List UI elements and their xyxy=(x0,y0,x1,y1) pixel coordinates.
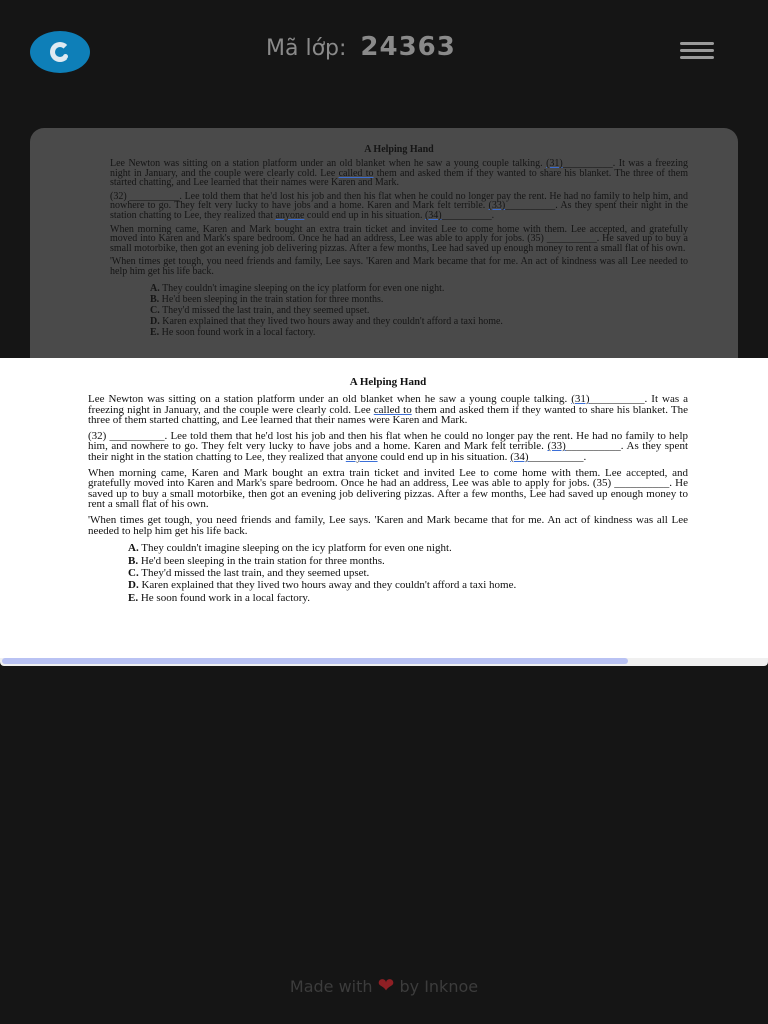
bg-option-4 xyxy=(150,316,688,327)
option-text: He'd been sleeping in the train station for three months. xyxy=(140,554,385,567)
main-option-4 xyxy=(128,579,688,591)
class-code-value: 24363 xyxy=(360,32,456,62)
blank-34[interactable]: (34) xyxy=(510,450,529,463)
option-text: They couldn't imagine sleeping on the icy platform for even one night. xyxy=(141,542,452,555)
bg-option-1 xyxy=(150,283,688,294)
horizontal-scrollbar[interactable] xyxy=(0,658,768,666)
paragraph-3: When morning came, Karen and Mark bought an extra train ticket and invited Lee to come home with them. Lee accepted, and gratefully moved into Karen and Mark's spare bedroom. Once he had an address, Lee was able to apply for jobs. (35) __________. He saved up to buy a small motorbike, then got an evening job delivering pizzas. After a few months, Lee had saved up enough money to rent a small flat of his own. xyxy=(88,466,688,511)
hamburger-menu-icon[interactable] xyxy=(680,42,714,60)
bg-paragraph-2: (32) __________. Lee told them that he'd lost his job and then his flat when he could no longer pay the rent. He had no family to help him, and nowhere to go. They felt very lucky to have jobs and a home. Karen and Mark felt terrible. (33)__________. As they spent their night in the station chatting to Lee, they realized that anyone could end up in his situation. (34)__________. xyxy=(110,190,689,221)
document-title: A Helping Hand xyxy=(349,376,427,388)
bg-option-2 xyxy=(150,294,688,305)
bg-paragraph-3: When morning came, Karen and Mark bought an extra train ticket and invited Lee to come home with them. Lee accepted, and gratefully moved into Karen and Mark's spare bedroom. Once he had an address, Lee was able to apply for jobs. (35) __________. He saved up to buy a small motorbike, then got an evening job delivering pizzas. After a few months, Lee had saved up enough money to rent a small flat of his own. xyxy=(110,223,688,254)
option-text: He soon found work in a local factory. xyxy=(140,591,310,604)
option-text: Karen explained that they lived two hours away and they couldn't afford a taxi home. xyxy=(162,316,503,328)
main-option-3 xyxy=(128,567,688,579)
option-text: They'd missed the last train, and they seemed upset. xyxy=(162,304,370,316)
option-letter: B. xyxy=(150,293,160,305)
option-letter: E. xyxy=(150,327,160,339)
paragraph-1: Lee Newton was sitting on a station platform under an old blanket when he saw a young couple talking. (31)__________. It was a freezing night in January, and the couple were clearly cold. Lee called to them and asked them if they wanted to share his blanket. The three of them started chatting, and Lee learned that their names were Karen and Mark. xyxy=(88,393,688,427)
blank-32[interactable]: (32) xyxy=(88,429,107,442)
footer-made-with: Made with xyxy=(289,977,373,996)
option-text: Karen explained that they lived two hours away and they couldn't afford a taxi home. xyxy=(141,579,517,592)
word-anyone: anyone xyxy=(345,450,378,463)
bg-paragraph-4: 'When times get tough, you need friends and family, Lee says. 'Karen and Mark became that for me. An act of kindness was all Lee needed to help him get his life back. xyxy=(110,256,688,277)
option-text: They'd missed the last train, and they seemed upset. xyxy=(141,566,370,579)
heart-icon: ❤ xyxy=(377,973,395,997)
bg-paragraph-1: Lee Newton was sitting on a station platform under an old blanket when he saw a young couple talking. (31)__________. It was a freezing night in January, and the couple were clearly cold. Lee called to them and asked them if they wanted to share his blanket. The three of them started chatting, and Lee learned that their names were Karen and Mark. xyxy=(110,158,688,189)
link-called-to: called to xyxy=(373,403,412,416)
option-letter: A. xyxy=(128,542,139,555)
bg-options-list xyxy=(110,283,688,339)
option-text: They couldn't imagine sleeping on the icy platform for even one night. xyxy=(162,282,445,294)
option-letter: D. xyxy=(128,579,139,592)
paragraph-2: (32) __________. Lee told them that he'd lost his job and then his flat when he could no longer pay the rent. He had no family to help him, and nowhere to go. They felt very lucky to have jobs and a home. Karen and Mark felt terrible. (33)__________. As they spent their night in the station chatting to Lee, they realized that anyone could end up in his situation. (34)__________. xyxy=(88,429,688,463)
main-option-1 xyxy=(128,542,688,554)
option-letter: C. xyxy=(150,304,160,316)
footer-credit xyxy=(0,973,768,997)
class-code xyxy=(266,32,456,68)
scrollbar-thumb[interactable] xyxy=(2,658,628,664)
document-page xyxy=(0,358,768,604)
app-header xyxy=(0,0,768,100)
app-logo-icon[interactable] xyxy=(30,31,90,73)
option-letter: B. xyxy=(128,554,139,567)
option-text: He'd been sleeping in the train station for three months. xyxy=(161,293,384,305)
option-letter: D. xyxy=(150,316,160,328)
option-letter: A. xyxy=(150,282,160,294)
bg-document-title: A Helping Hand xyxy=(364,144,434,155)
options-list xyxy=(88,542,688,604)
bg-option-5 xyxy=(150,327,688,338)
main-option-2 xyxy=(128,555,688,567)
option-text: He soon found work in a local factory. xyxy=(161,327,316,339)
option-letter: C. xyxy=(128,566,139,579)
class-code-label: Mã lớp: xyxy=(266,36,347,61)
main-option-5 xyxy=(128,592,688,604)
paragraph-4: 'When times get tough, you need friends and family, Lee says. 'Karen and Mark became that for me. An act of kindness was all Lee needed to help him get his life back. xyxy=(88,513,688,537)
blank-35[interactable]: (35) xyxy=(592,477,612,490)
footer-by-inknoe: by Inknoe xyxy=(399,977,479,996)
background-document xyxy=(30,128,738,339)
blank-31[interactable]: (31) xyxy=(571,393,590,405)
bg-option-3 xyxy=(150,305,688,316)
blank-33[interactable]: (33) xyxy=(547,440,566,453)
option-letter: E. xyxy=(128,591,139,604)
document-viewer xyxy=(0,358,768,658)
